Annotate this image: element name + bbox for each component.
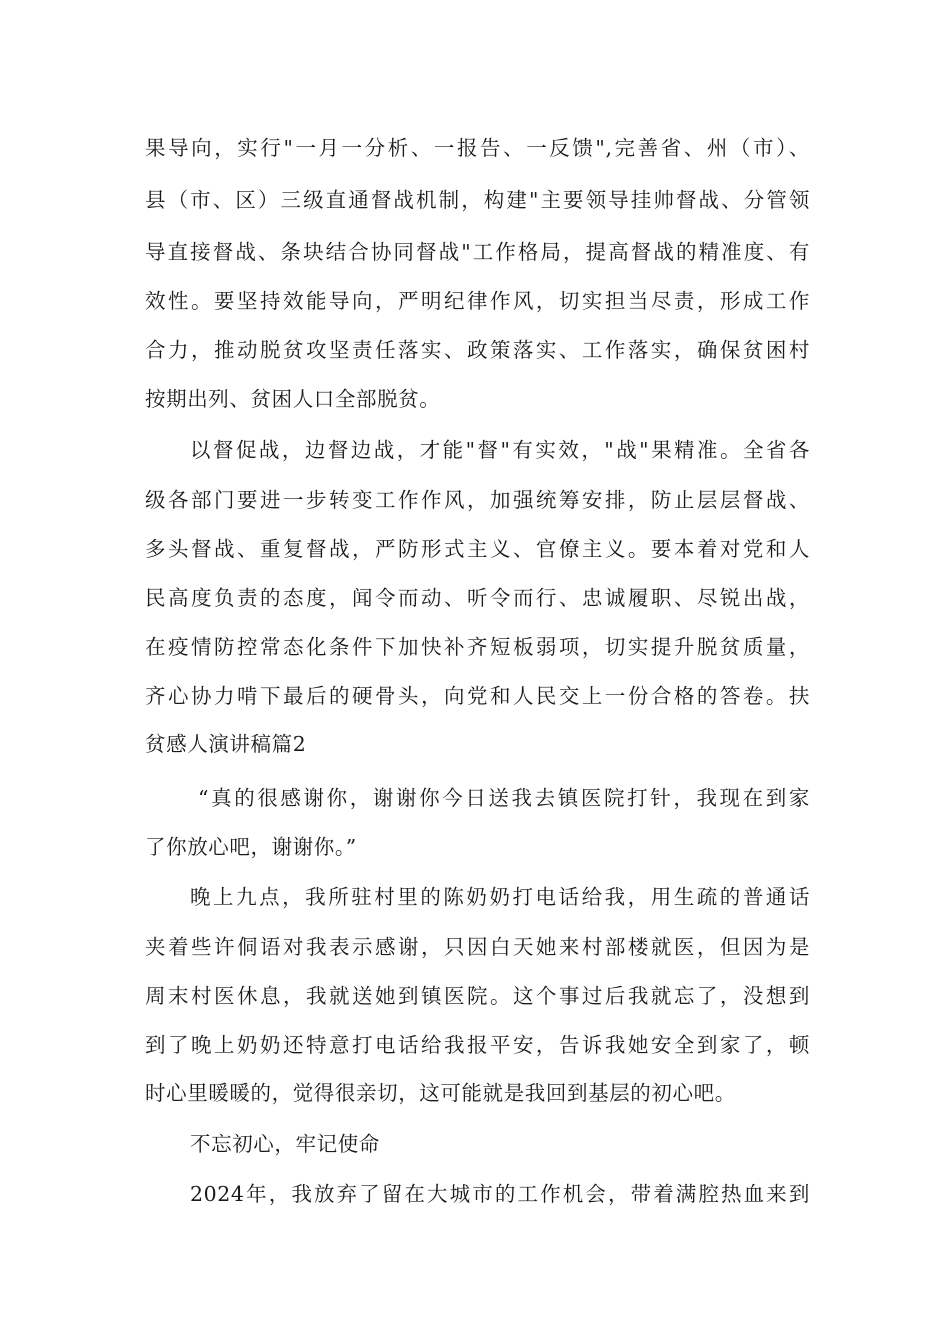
text-line: 多头督战、重复督战，严防形式主义、官僚主义。要本着对党和人 (145, 537, 810, 561)
text-line: 齐心协力啃下最后的硬骨头，向党和人民交上一份合格的答卷。扶 (145, 684, 810, 708)
text-line: 以督促战，边督边战，才能"督"有实效，"战"果精准。全省各 (190, 438, 810, 462)
text-line: 在疫情防控常态化条件下加快补齐短板弱项，切实提升脱贫质量， (145, 635, 810, 659)
text-line: 果导向，实行"一月一分析、一报告、一反馈",完善省、州（市）、 (145, 136, 810, 160)
text-line: 按期出列、贫困人口全部脱贫。 (145, 387, 441, 411)
text-line: 级各部门要进一步转变工作作风，加强统筹安排，防止层层督战、 (145, 488, 810, 512)
text-line: 夹着些许侗语对我表示感谢，只因白天她来村部楼就医，但因为是 (145, 935, 810, 959)
text-line: 2024年，我放弃了留在大城市的工作机会，带着满腔热血来到 (190, 1182, 810, 1206)
subheading: 不忘初心，牢记使命 (190, 1132, 380, 1156)
text-line: 合力，推动脱贫攻坚责任落实、政策落实、工作落实，确保贫困村 (145, 338, 810, 362)
text-line: 晚上九点，我所驻村里的陈奶奶打电话给我，用生疏的普通话 (190, 885, 810, 909)
text-line: 县（市、区）三级直通督战机制，构建"主要领导挂帅督战、分管领 (145, 188, 810, 212)
text-line: 到了晚上奶奶还特意打电话给我报平安，告诉我她安全到家了，顿 (145, 1033, 810, 1057)
text-line: 导直接督战、条块结合协同督战"工作格局，提高督战的精准度、有 (145, 240, 810, 264)
text-line: 民高度负责的态度，闻令而动、听令而行、忠诚履职、尽锐出战， (145, 586, 810, 610)
text-line: 了你放心吧，谢谢你。” (145, 835, 357, 859)
section-heading: 贫感人演讲稿篇2 (145, 732, 307, 756)
text-line: “真的很感谢你，谢谢你今日送我去镇医院打针，我现在到家 (198, 786, 810, 810)
text-line: 效性。要坚持效能导向，严明纪律作风，切实担当尽责，形成工作 (145, 289, 810, 313)
text-line: 时心里暖暖的，觉得很亲切，这可能就是我回到基层的初心吧。 (145, 1081, 736, 1105)
text-line: 周末村医休息，我就送她到镇医院。这个事过后我就忘了，没想到 (145, 984, 810, 1008)
